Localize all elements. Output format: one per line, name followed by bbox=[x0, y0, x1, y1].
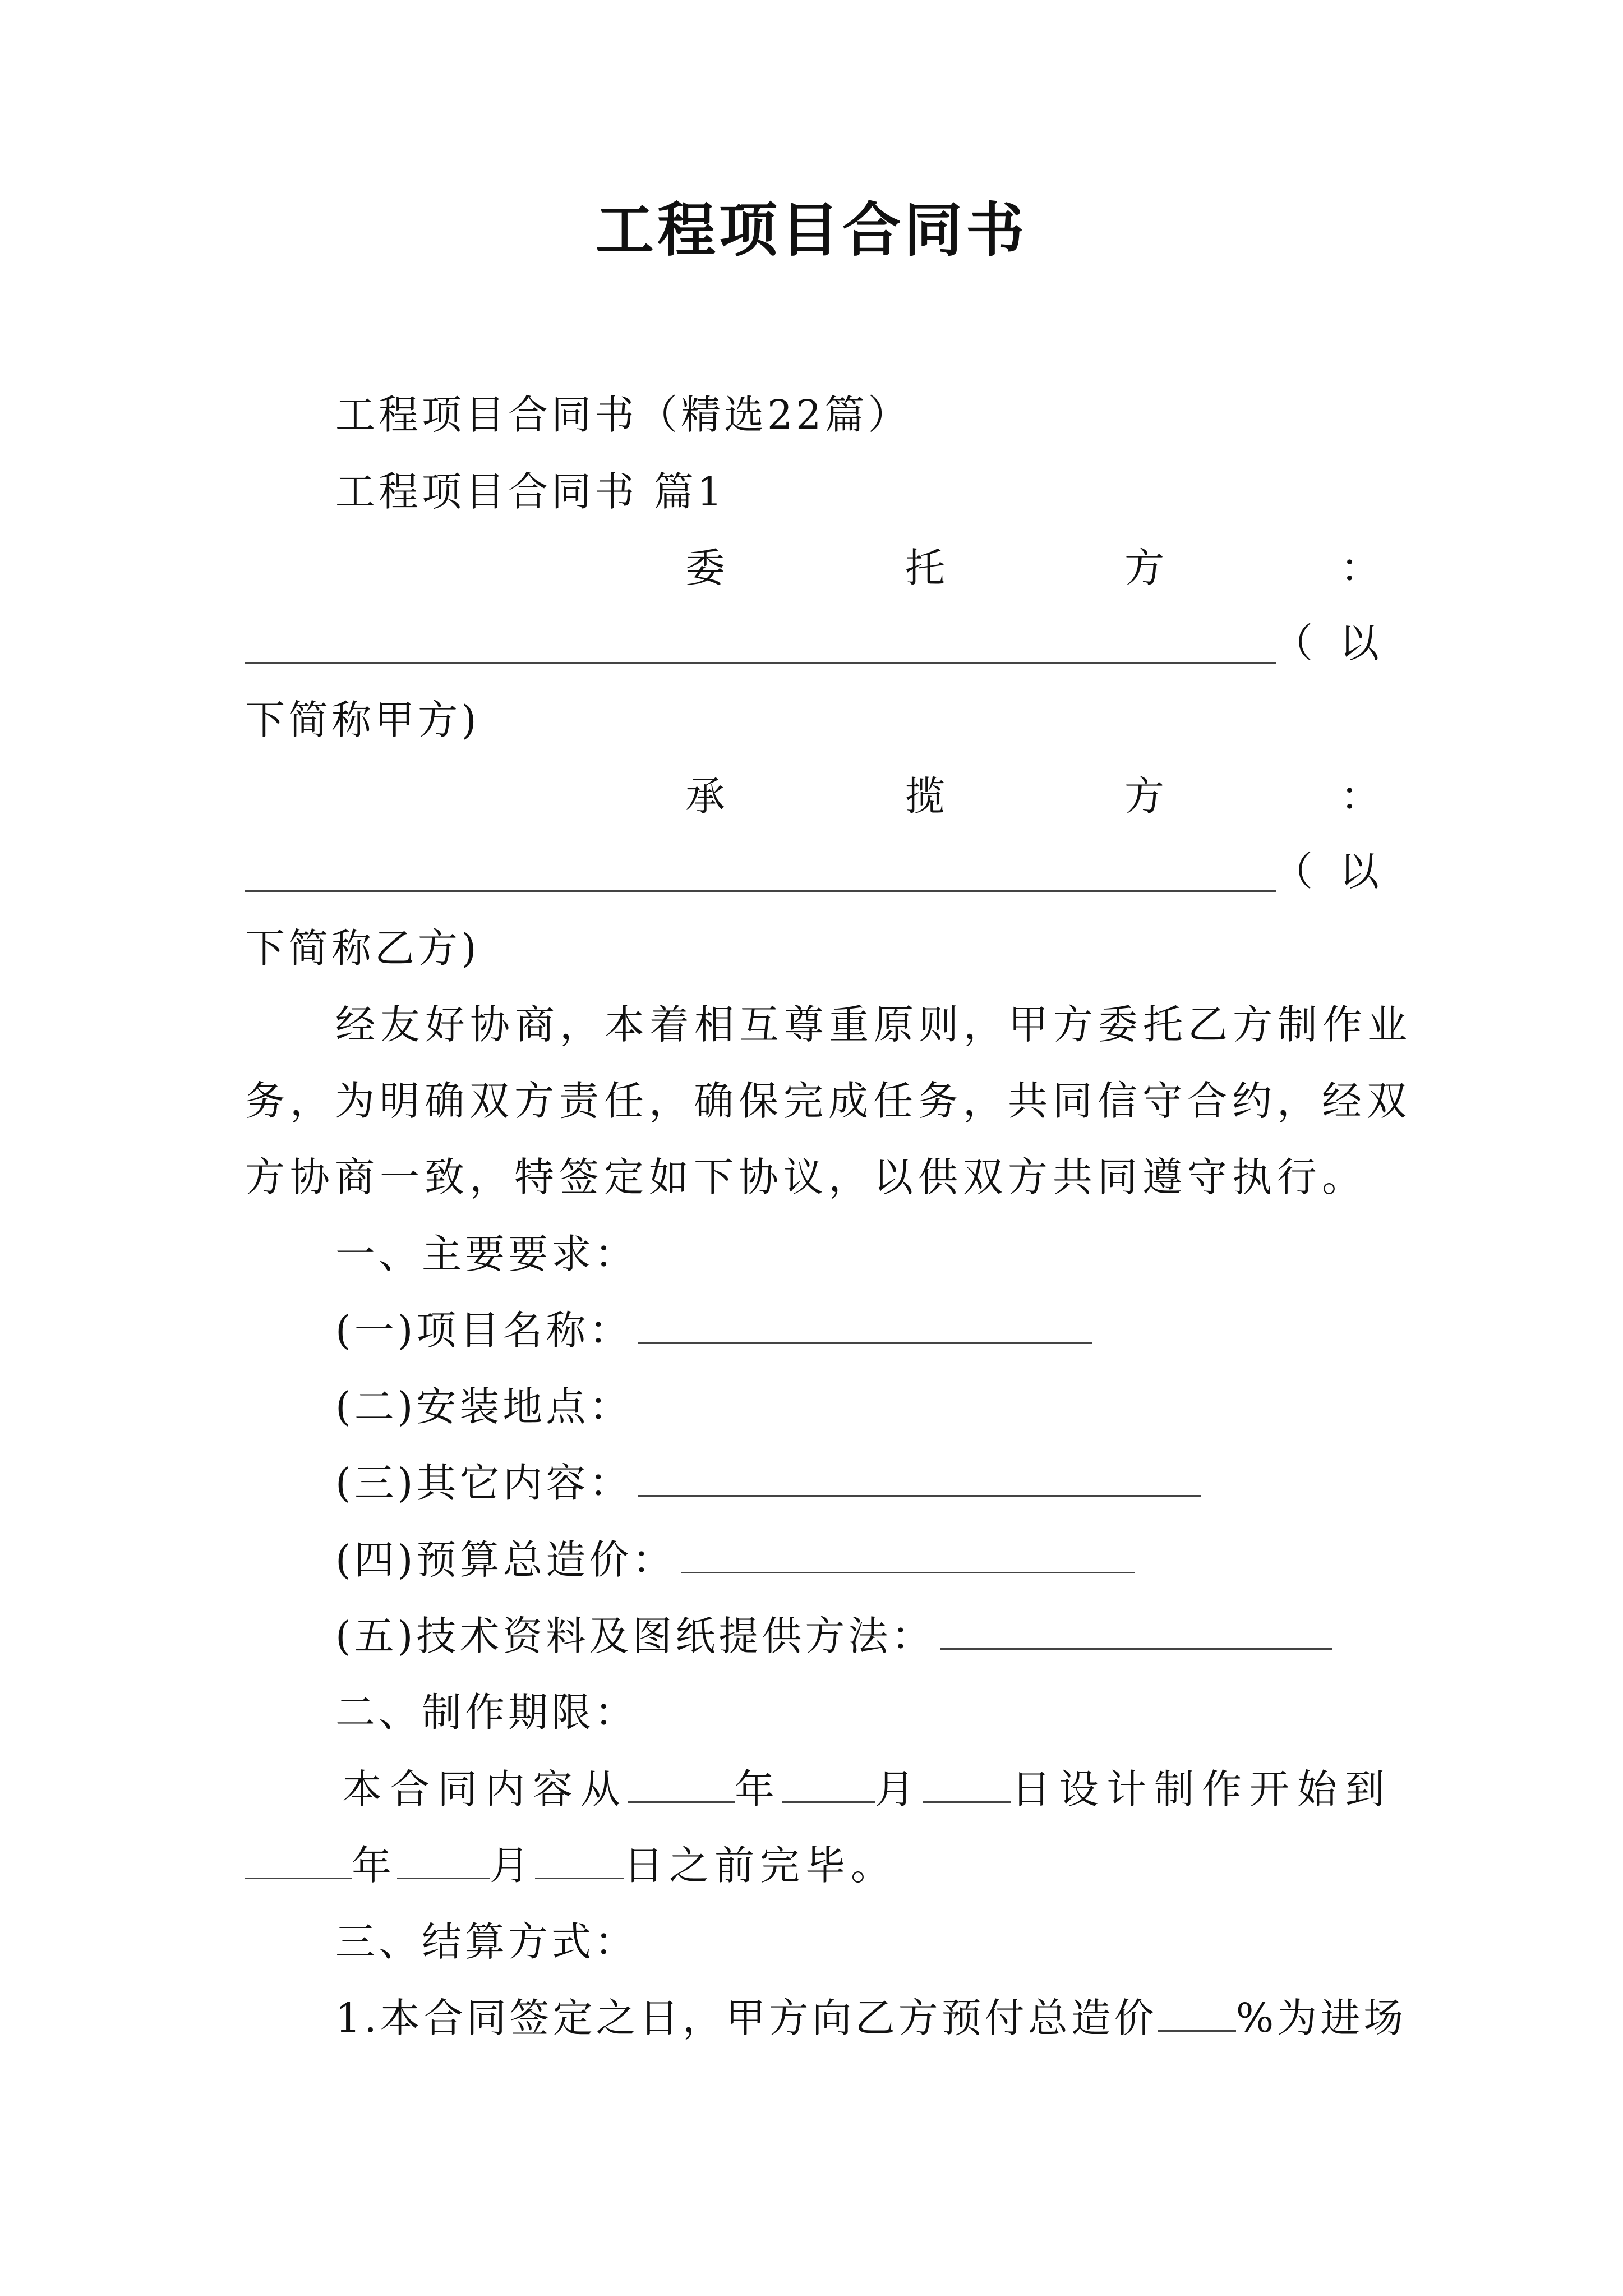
item-tech-docs bbox=[335, 1608, 1332, 1664]
party-b-paren: （ bbox=[1273, 848, 1313, 895]
party-b-tail: 下简称乙方) bbox=[245, 925, 480, 972]
end-year-label: 年 bbox=[352, 1842, 398, 1889]
other-content-blank[interactable] bbox=[638, 1456, 1201, 1497]
item-other-content-label: (三)其它内容： bbox=[335, 1460, 633, 1506]
party-a-colon: ： bbox=[1340, 545, 1381, 591]
party-a-char-1: 委 bbox=[685, 545, 726, 591]
project-name-blank[interactable] bbox=[638, 1303, 1092, 1344]
end-month-blank[interactable] bbox=[397, 1838, 490, 1879]
party-b-char-1: 承 bbox=[685, 773, 726, 820]
party-b-colon: ： bbox=[1340, 773, 1381, 820]
document-title: 工程项目合同书 bbox=[595, 195, 1027, 264]
heading-production-period: 二、制作期限： bbox=[335, 1689, 638, 1736]
party-a-char-3: 方 bbox=[1124, 545, 1165, 591]
item-project-name bbox=[335, 1303, 1092, 1359]
intro-line-2: 务，为明确双方责任，确保完成任务，共同信守合约，经双 bbox=[245, 1078, 1412, 1124]
item-project-name-label: (一)项目名称： bbox=[335, 1307, 633, 1354]
item-other-content bbox=[335, 1455, 1201, 1511]
party-b-char-2: 揽 bbox=[905, 773, 946, 820]
end-year-blank[interactable] bbox=[245, 1838, 352, 1879]
period-line-1 bbox=[342, 1761, 1393, 1818]
payment-text-tail: %为进场 bbox=[1235, 1995, 1407, 2041]
payment-line-1 bbox=[335, 1990, 1407, 2046]
heading-main-requirements: 一、主要要求： bbox=[335, 1231, 638, 1277]
budget-blank[interactable] bbox=[681, 1533, 1135, 1573]
period-line-2 bbox=[245, 1838, 896, 1894]
prepay-percent-blank[interactable] bbox=[1158, 1991, 1236, 2032]
party-b-name-blank[interactable] bbox=[245, 890, 1276, 892]
item-budget-label: (四)预算总造价： bbox=[335, 1536, 676, 1583]
tech-docs-blank[interactable] bbox=[940, 1609, 1332, 1650]
payment-text: 1.本合同签定之日，甲方向乙方预付总造价 bbox=[335, 1995, 1158, 2041]
start-day-blank[interactable] bbox=[923, 1762, 1011, 1803]
start-month-label: 月 bbox=[875, 1766, 923, 1812]
party-b-yi: 以 bbox=[1339, 848, 1380, 895]
document-subtitle: 工程项目合同书（精选22篇） bbox=[335, 392, 911, 438]
party-a-tail: 下简称甲方) bbox=[245, 697, 480, 743]
start-day-label: 日设计制作开始到 bbox=[1011, 1766, 1393, 1812]
party-a-yi: 以 bbox=[1339, 620, 1380, 666]
party-a-char-2: 托 bbox=[905, 545, 946, 591]
period-from-label: 本合同内容从 bbox=[342, 1766, 629, 1812]
intro-line-1: 经友好协商，本着相互尊重原则，甲方委托乙方制作业 bbox=[335, 1001, 1413, 1048]
intro-line-3: 方协商一致，特签定如下协议，以供双方共同遵守执行。 bbox=[245, 1154, 1367, 1200]
item-install-location: (二)安装地点： bbox=[335, 1383, 633, 1430]
end-month-label: 月 bbox=[490, 1842, 536, 1889]
end-day-blank[interactable] bbox=[535, 1838, 624, 1879]
item-tech-docs-label: (五)技术资料及图纸提供方法： bbox=[335, 1613, 935, 1659]
party-a-paren: （ bbox=[1273, 620, 1313, 666]
start-month-blank[interactable] bbox=[782, 1762, 875, 1803]
party-b-char-3: 方 bbox=[1124, 773, 1165, 820]
start-year-blank[interactable] bbox=[628, 1762, 735, 1803]
section-title: 工程项目合同书 篇1 bbox=[335, 468, 726, 515]
end-day-label: 日之前完毕。 bbox=[624, 1842, 897, 1889]
heading-settlement: 三、结算方式： bbox=[335, 1918, 638, 1965]
item-budget bbox=[335, 1532, 1135, 1588]
start-year-label: 年 bbox=[735, 1766, 783, 1812]
party-a-name-blank[interactable] bbox=[245, 662, 1276, 664]
